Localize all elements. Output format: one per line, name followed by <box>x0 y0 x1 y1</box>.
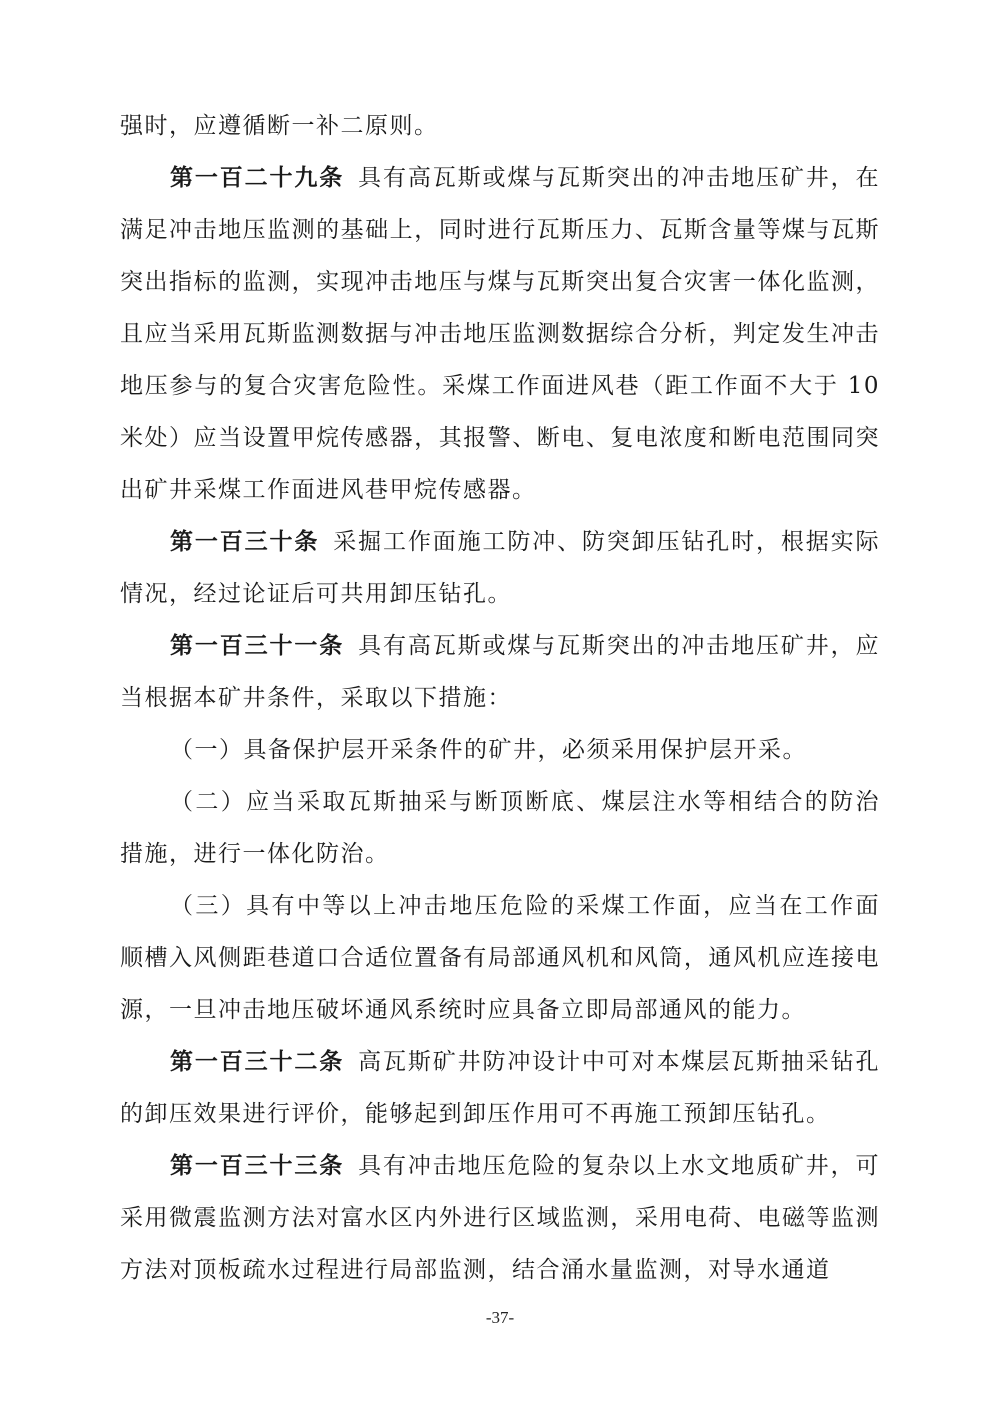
measure-text: （二）应当采取瓦斯抽采与断顶断底、煤层注水等相结合的防治措施，进行一体化防治。 <box>120 789 880 867</box>
paragraph-text: 强时，应遵循断一补二原则。 <box>120 113 439 139</box>
article-133 <box>120 1140 880 1296</box>
paragraph-continuation <box>120 100 880 152</box>
measure-item-1 <box>120 724 880 776</box>
article-title: 第一百二十九条 <box>170 164 345 191</box>
measure-text: （三）具有中等以上冲击地压危险的采煤工作面，应当在工作面顺槽入风侧距巷道口合适位置备有局部通风机和风筒，通风机应连接电源，一旦冲击地压破坏通风系统时应具备立即局部通风的能力。 <box>120 893 880 1023</box>
body-text <box>120 100 880 1296</box>
article-129 <box>120 152 880 516</box>
page-number: -37- <box>485 1308 515 1327</box>
article-title: 第一百三十条 <box>170 528 320 555</box>
article-132 <box>120 1036 880 1140</box>
article-title: 第一百三十一条 <box>170 632 345 659</box>
article-130 <box>120 516 880 620</box>
article-text: 具有高瓦斯或煤与瓦斯突出的冲击地压矿井，在满足冲击地压监测的基础上，同时进行瓦斯压力、瓦斯含量等煤与瓦斯突出指标的监测，实现冲击地压与煤与瓦斯突出复合灾害一体化监测，且应当采用瓦斯监测数据与冲击地压监测数据综合分析，判定发生冲击地压参与的复合灾害危险性。采煤工作面进风巷（距工作面不大于 10 米处）应当设置甲烷传感器，其报警、断电、复电浓度和断电范围同突出矿井采煤工作面进风巷甲烷传感器。 <box>120 165 881 503</box>
measure-item-3 <box>120 880 880 1036</box>
article-131 <box>120 620 880 724</box>
article-text: 高瓦斯矿井防冲设计中可对本煤层瓦斯抽采钻孔的卸压效果进行评价，能够起到卸压作用可不再施工预卸压钻孔。 <box>120 1049 881 1127</box>
article-title: 第一百三十三条 <box>170 1152 345 1179</box>
article-text: 采掘工作面施工防冲、防突卸压钻孔时，根据实际情况，经过论证后可共用卸压钻孔。 <box>120 529 881 607</box>
article-text: 具有冲击地压危险的复杂以上水文地质矿井，可采用微震监测方法对富水区内外进行区域监测，采用电荷、电磁等监测方法对顶板疏水过程进行局部监测，结合涌水量监测，对导水通道 <box>120 1153 881 1283</box>
article-text: 具有高瓦斯或煤与瓦斯突出的冲击地压矿井，应当根据本矿井条件，采取以下措施： <box>120 633 881 711</box>
measure-text: （一）具备保护层开采条件的矿井，必须采用保护层开采。 <box>170 737 807 763</box>
measure-item-2 <box>120 776 880 880</box>
article-title: 第一百三十二条 <box>170 1048 345 1075</box>
